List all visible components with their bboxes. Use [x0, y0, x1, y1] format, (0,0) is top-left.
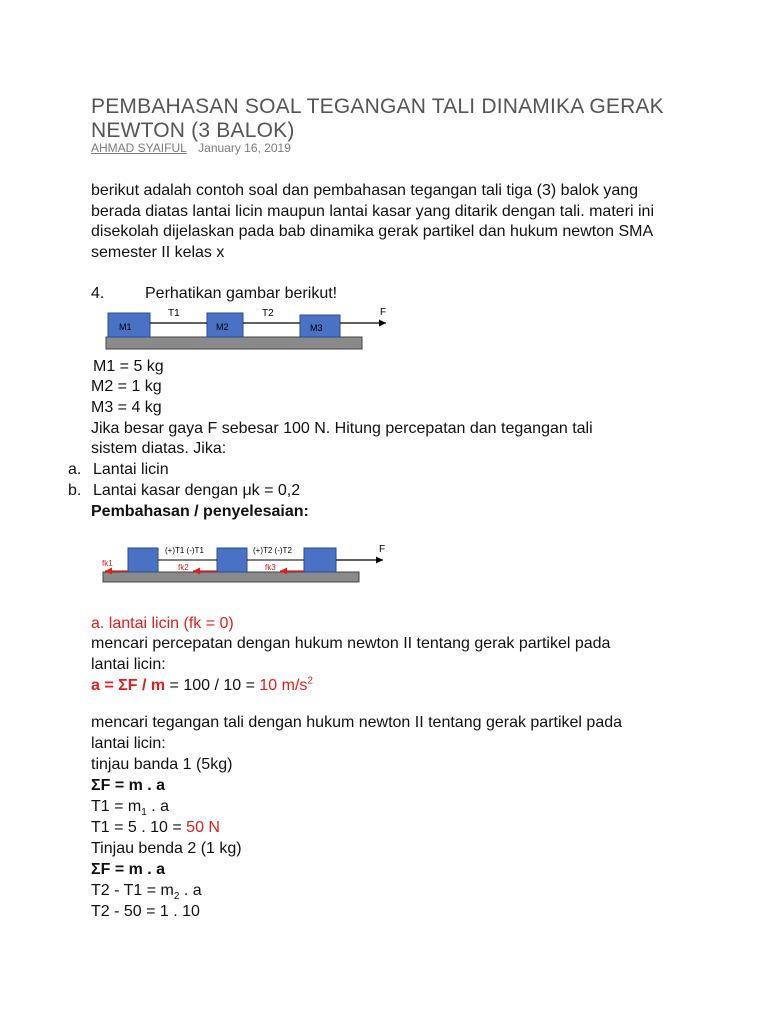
- label-m2: M2: [216, 322, 229, 332]
- label-t1: T1: [168, 308, 180, 319]
- body2-title: Tinjau benda 2 (1 kg): [91, 840, 242, 857]
- question-number: 4.: [91, 285, 105, 302]
- newton-law-1: ΣF = m . a: [91, 777, 166, 794]
- question-prompt: [91, 284, 337, 304]
- t1-eq-rhs: . a: [146, 798, 170, 815]
- label-fk3: fk3: [265, 563, 276, 572]
- option-a-text: Lantai licin: [93, 461, 169, 478]
- label-tension-1: (+)T1 (-)T1: [165, 546, 204, 555]
- block-2: [217, 548, 247, 572]
- body1-title: tinjau banda 1 (5kg): [91, 756, 233, 773]
- given-m2: M2 = 1 kg: [91, 378, 162, 395]
- given-m3: M3 = 4 kg: [91, 399, 162, 416]
- accel-intro-2: lantai licin:: [91, 656, 166, 673]
- t2-eq-lhs: T2 - T1 = m: [91, 882, 174, 899]
- t1-calculation: [91, 818, 220, 838]
- option-b: [68, 481, 300, 501]
- accel-intro-1: mencari percepatan dengan hukum newton II tentang gerak partikel pada: [91, 635, 611, 652]
- publish-date: January 16, 2019: [198, 141, 291, 155]
- floor: [106, 337, 362, 349]
- label-t2: T2: [262, 308, 274, 319]
- tension-intro-2: lantai licin:: [91, 735, 166, 752]
- option-a: [68, 460, 169, 480]
- accel-result-exponent: 2: [307, 675, 313, 687]
- figure-force-diagram: [95, 540, 395, 584]
- t1-equation: [91, 797, 169, 817]
- task-line-1: Jika besar gaya F sebesar 100 N. Hitung percepatan dan tegangan tali: [91, 420, 593, 437]
- t2-equation: [91, 881, 202, 901]
- byline: [91, 141, 291, 155]
- option-b-marker: b.: [68, 482, 82, 499]
- solution-heading: Pembahasan / penyelesaian:: [91, 503, 309, 520]
- task-line-2: sistem diatas. Jika:: [91, 440, 227, 457]
- t2-calculation: T2 - 50 = 1 . 10: [91, 903, 200, 920]
- label-fk1: fk1: [102, 559, 113, 568]
- label-fk2: fk2: [178, 563, 189, 572]
- t1-eq-lhs: T1 = m: [91, 798, 142, 815]
- option-a-marker: a.: [68, 461, 82, 478]
- label-tension-2: (+)T2 (-)T2: [253, 546, 292, 555]
- accel-calc: = 100 / 10 =: [165, 677, 260, 694]
- t1-calc: T1 = 5 . 10 =: [91, 819, 187, 836]
- t1-eq-sub: 1: [141, 807, 147, 819]
- newton-law-2: ΣF = m . a: [91, 861, 166, 878]
- accel-result: 10 m/s: [259, 677, 308, 694]
- label-m1: M1: [119, 322, 132, 332]
- label-force-2: F: [379, 544, 386, 555]
- part-a-heading: a. lantai licin (fk = 0): [91, 615, 234, 632]
- block-1: [128, 548, 158, 572]
- given-m1: M1 = 5 kg: [93, 358, 164, 375]
- article-title: PEMBAHASAN SOAL TEGANGAN TALI DINAMIKA GERAK NEWTON (3 BALOK): [91, 95, 664, 142]
- accel-formula: a = ΣF / m: [91, 677, 166, 694]
- label-m3: M3: [310, 323, 323, 333]
- t1-result: 50 N: [186, 819, 220, 836]
- floor-2: [103, 572, 359, 582]
- block-3: [304, 548, 336, 572]
- tension-intro-1: mencari tegangan tali dengan hukum newton II tentang gerak partikel pada: [91, 714, 623, 731]
- t2-eq-sub: 2: [173, 891, 180, 903]
- label-force: F: [380, 307, 387, 318]
- question-prompt-text: Perhatikan gambar berikut!: [145, 285, 338, 302]
- figure-three-blocks: [104, 305, 394, 351]
- t2-eq-rhs: . a: [179, 882, 202, 899]
- intro-paragraph: berikut adalah contoh soal dan pembahasan tegangan tali tiga (3) balok yang berada diatas lantai licin maupun lantai kasar yang ditarik dengan tali. materi ini disekolah dijelaskan pada bab dinamika gerak partikel dan hukum newton SMA semester II kelas x: [91, 182, 654, 261]
- author-link[interactable]: AHMAD SYAIFUL: [91, 141, 187, 155]
- accel-equation: [91, 676, 313, 696]
- option-b-text: Lantai kasar dengan μk = 0,2: [93, 482, 301, 499]
